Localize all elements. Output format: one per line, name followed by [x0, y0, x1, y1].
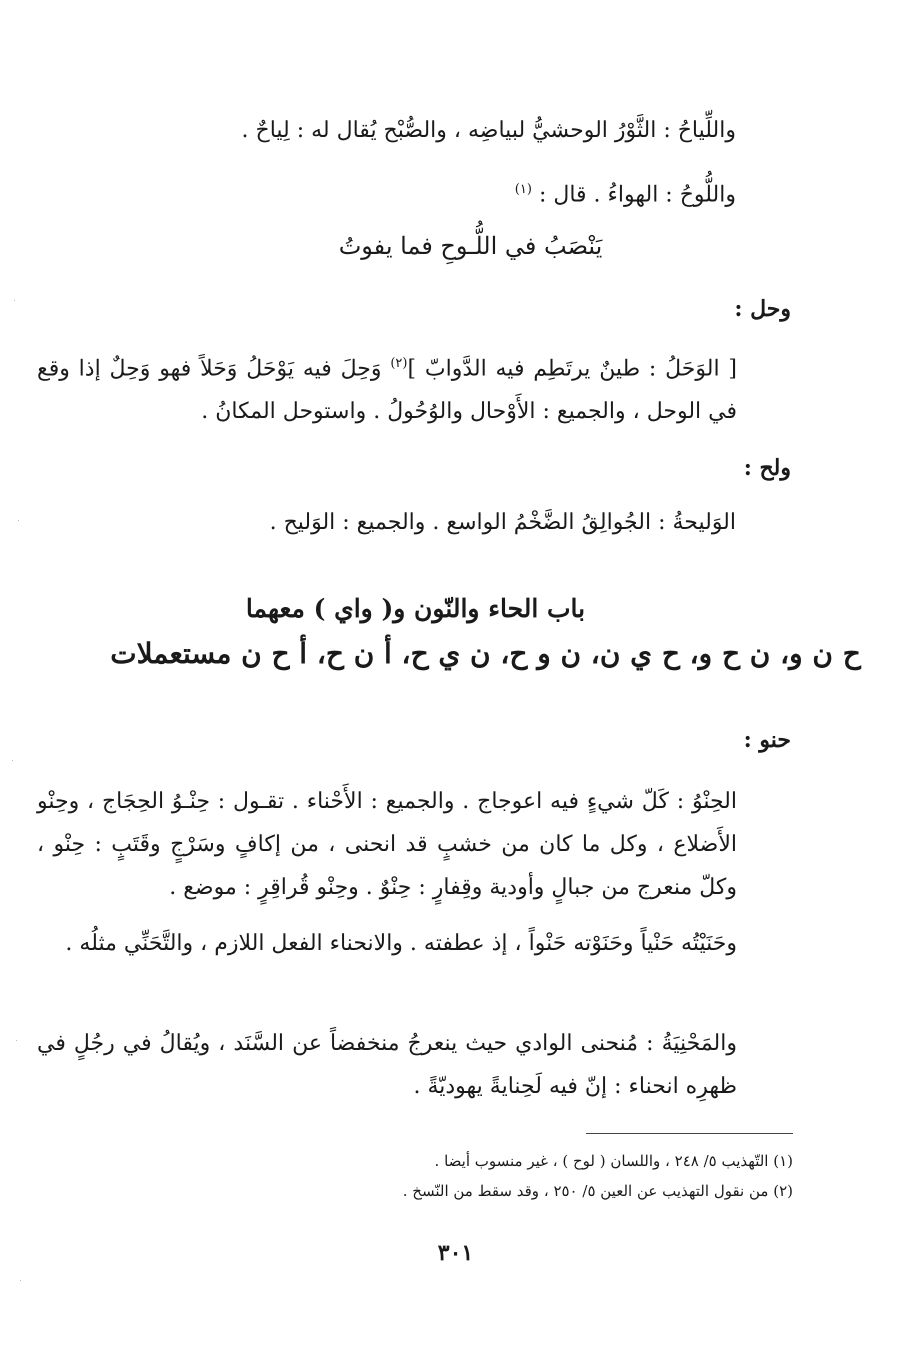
page-number: ٣٠١: [437, 1240, 474, 1266]
scan-speck: [20, 1280, 21, 1281]
chapter-title: باب الحاء والنّون و( واي ) معهما: [245, 594, 586, 623]
paragraph-wahal-part1: [ الوَحَلُ : طينٌ يرتَطِم فيه الدَّوابّ ]: [407, 356, 737, 382]
chapter-subtitle: ح ن و، ن ح و، ح ي ن، ن و ح، ن ي ح، أ ن ح، أ ح ن مستعملات: [110, 637, 861, 670]
paragraph-wahal-part2: وَحِلَ فيه يَوْحَلُ وَحَلاً فهو وَحِلٌ إذا وقع في الوحل ، والجميع : الأَوْحال والوُحُولُ . واستوحل المكانُ .: [37, 356, 737, 425]
entry-head-wahal: وحل :: [734, 296, 791, 322]
paragraph-wahal: [37, 342, 737, 433]
text-line-lawh-text: واللُّوحُ : الهواءُ . قال :: [538, 182, 736, 208]
scan-speck: [14, 300, 15, 301]
scan-speck: [18, 520, 19, 521]
text-line-lawh: [515, 175, 736, 210]
text-line-lyah-text: واللِّياحُ : الثَّوْرُ الوحشيُّ لبياضِه ، والصُّبْح يُقال له : لِياحٌ .: [241, 118, 736, 143]
entry-head-walah: ولح :: [743, 455, 791, 481]
paragraph-hanw-1: الحِنْوُ : كَلّ شيءٍ فيه اعوجاج . والجميع : الأَحْناء . تقـول : حِنْـوُ الحِجَاج ، وحِنْو الأَضلاع ، وكل ما كان من خشبٍ قد انحنى ، من إكافٍ وسَرْجٍ وقَتَبٍ : حِنْو ، وكلّ منعرج من جبالٍ وأودية وقِفارٍ : حِنْوٌ . وحِنْو قُراقِرٍ : موضع .: [37, 789, 737, 900]
footnote-2: (٢) من نقول التهذيب عن العين ٥/ ٢٥٠ ، وقد سقط من النّسخ .: [402, 1182, 793, 1200]
scan-speck: [16, 1040, 17, 1041]
paragraph-walah: الوَليحةُ : الجُوالِقُ الضَّخْمُ الواسع . والجميع : الوَليح .: [269, 510, 736, 535]
paragraph-hanw-2: وحَنَيْتُه حَنْياً وحَنَوْته حَنْواً ، إذ عطفته . والانحناء الفعل اللازم ، والتَّحَنِّي مثلُه .: [65, 931, 737, 956]
footnote-ref-1: (١): [514, 182, 532, 197]
paragraph-hanw-3: والمَحْنِيَةُ : مُنحنى الوادي حيث ينعرجُ منخفضاً عن السَّنَد ، ويُقالُ في رجُلٍ في ظهرِه انحناء : إنّ فيه لَحِنايةً يهوديّةً .: [37, 1031, 737, 1099]
verse-text: يَنْصَبُ في اللُّـوحِ فما يفوتُ: [338, 232, 603, 260]
footnote-ref-2: (٢): [390, 356, 408, 371]
entry-head-hanw: حنو :: [743, 727, 791, 753]
footnote-separator: [586, 1133, 793, 1134]
footnote-1: (١) التّهذيب ٥/ ٢٤٨ ، واللسان ( لوح ) ، غير منسوب أيضا .: [434, 1152, 793, 1170]
verse-line: [0, 230, 911, 262]
scan-speck: [12, 760, 13, 761]
text-line-lyah: [242, 116, 737, 146]
